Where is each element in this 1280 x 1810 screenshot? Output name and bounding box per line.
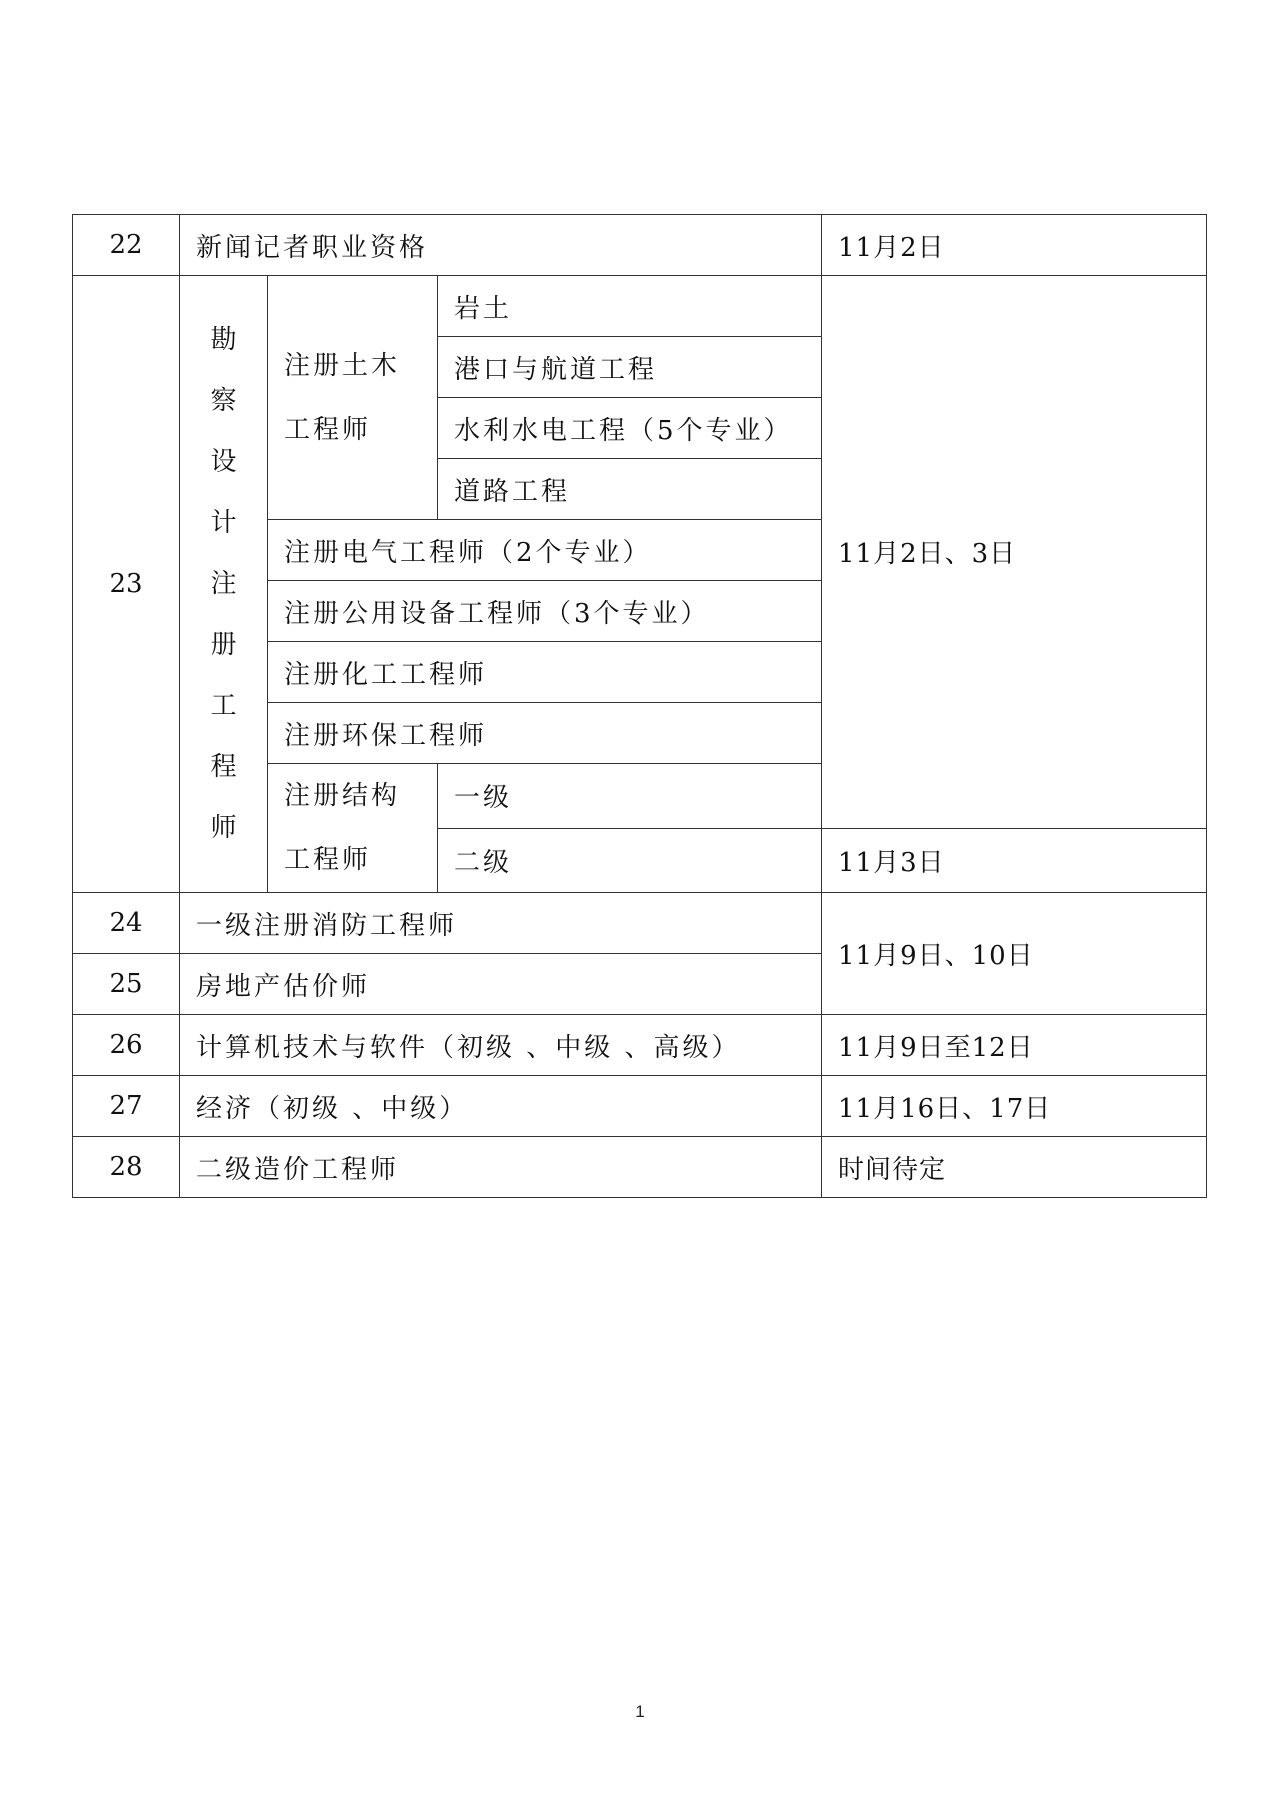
exam-date: 11月16日、17日 xyxy=(822,1076,1207,1137)
sub-specialty: 港口与航道工程 xyxy=(438,337,822,398)
exam-date: 11月2日、3日 xyxy=(822,276,1207,829)
sub-specialty: 一级 xyxy=(438,764,822,829)
page-number: 1 xyxy=(635,1702,645,1721)
exam-name: 注册化工工程师 xyxy=(268,642,822,703)
exam-schedule-table xyxy=(72,214,1206,1198)
exam-name: 经济（初级 、中级） xyxy=(180,1076,822,1137)
row-number: 22 xyxy=(73,215,180,276)
exam-date: 11月3日 xyxy=(822,828,1207,893)
table-row xyxy=(73,1076,1207,1137)
row-number: 26 xyxy=(73,1015,180,1076)
group-char: 计 xyxy=(210,507,237,538)
group-char: 工 xyxy=(210,690,237,721)
civil-engineer-label: 注册土木 工程师 xyxy=(268,276,438,520)
row-number: 28 xyxy=(73,1137,180,1198)
table-row xyxy=(73,215,1207,276)
structural-engineer-label: 注册结构 工程师 xyxy=(268,764,438,893)
exam-name: 一级注册消防工程师 xyxy=(180,893,822,954)
exam-date: 11月9日至12日 xyxy=(822,1015,1207,1076)
exam-name: 新闻记者职业资格 xyxy=(180,215,822,276)
exam-date: 时间待定 xyxy=(822,1137,1207,1198)
table-row xyxy=(73,1137,1207,1198)
sub-specialty: 二级 xyxy=(438,828,822,893)
group-char: 设 xyxy=(210,446,237,477)
table-row xyxy=(73,276,1207,337)
sub-specialty: 岩土 xyxy=(438,276,822,337)
exam-name: 注册电气工程师（2个专业） xyxy=(268,520,822,581)
row-number: 27 xyxy=(73,1076,180,1137)
exam-name: 计算机技术与软件（初级 、中级 、高级） xyxy=(180,1015,822,1076)
group-char: 勘 xyxy=(210,324,237,355)
row-number: 23 xyxy=(73,276,180,893)
exam-name: 注册公用设备工程师（3个专业） xyxy=(268,581,822,642)
group-char: 察 xyxy=(210,385,237,416)
exam-name: 房地产估价师 xyxy=(180,954,822,1015)
group-char: 程 xyxy=(210,751,237,782)
sub-specialty: 道路工程 xyxy=(438,459,822,520)
exam-date: 11月2日 xyxy=(822,215,1207,276)
group-char: 册 xyxy=(210,629,237,660)
group-label-vertical xyxy=(180,276,268,893)
sub-specialty: 水利水电工程（5个专业） xyxy=(438,398,822,459)
exam-date: 11月9日、10日 xyxy=(822,893,1207,1015)
row-number: 25 xyxy=(73,954,180,1015)
table-row xyxy=(73,1015,1207,1076)
group-char: 注 xyxy=(210,568,237,599)
row-number: 24 xyxy=(73,893,180,954)
exam-name: 二级造价工程师 xyxy=(180,1137,822,1198)
exam-name: 注册环保工程师 xyxy=(268,703,822,764)
table-row xyxy=(73,893,1207,954)
group-char: 师 xyxy=(210,812,237,843)
